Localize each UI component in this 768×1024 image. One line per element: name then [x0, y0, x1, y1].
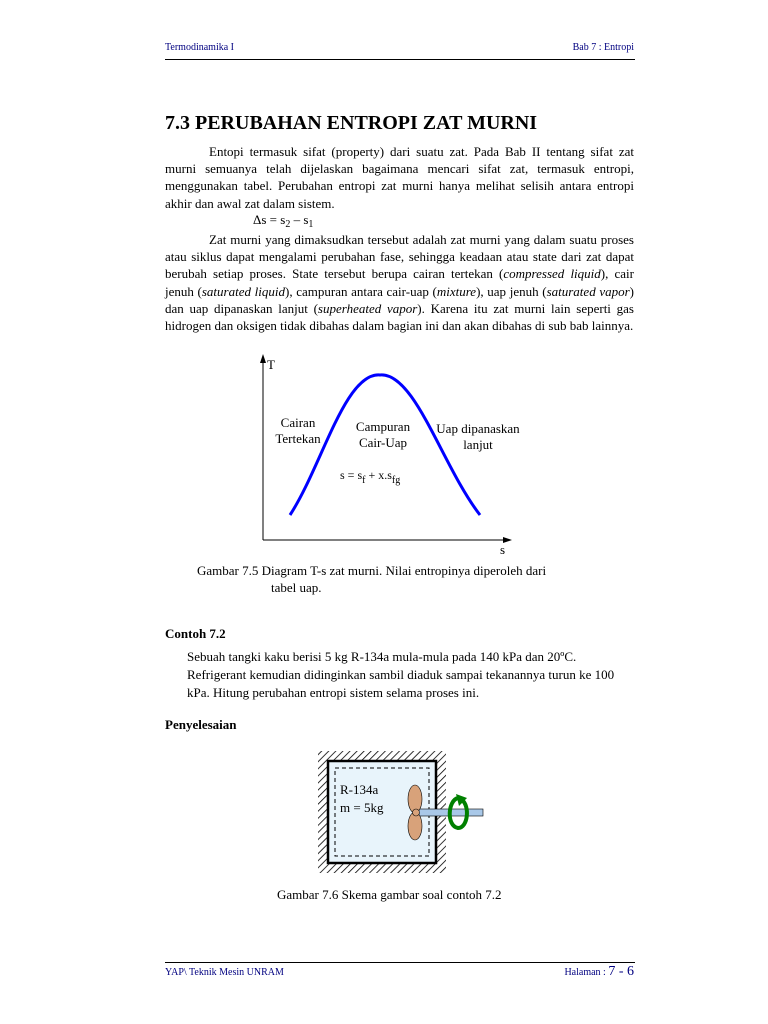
formula-part: + x.s — [365, 468, 392, 482]
equation-mid: – s — [290, 212, 309, 227]
paragraph-pure-substance — [165, 231, 634, 334]
region-compressed-liquid-line2: Tertekan — [275, 431, 321, 446]
entropy-change-equation — [253, 212, 313, 230]
region-mixture-line1: Campuran — [355, 419, 411, 434]
t-axis-label: T — [267, 357, 275, 372]
region-superheated-line2: lanjut — [463, 437, 493, 452]
paddle-blade-upper — [408, 785, 422, 813]
equation-sub-2: 2 — [285, 219, 291, 230]
paragraph-pure-substance-text — [165, 231, 634, 334]
text-run: ), campuran antara cair-uap ( — [284, 283, 437, 299]
header-rule — [165, 59, 635, 60]
section-title: 7.3 PERUBAHAN ENTROPI ZAT MURNI — [165, 112, 538, 134]
region-mixture-line2: Cair-Uap — [358, 435, 408, 450]
italic-term: saturated liquid — [201, 283, 285, 299]
region-compressed-liquid-line1: Cairan — [280, 415, 316, 430]
example-problem-text: Sebuah tangki kaku berisi 5 kg R-134a mula-mula pada 140 kPa dan 20ºC. Refrigerant kemudian didinginkan sambil diaduk sampai tekanannya turun ke 100 kPa. Hitung perubahan entropi sistem selama proses ini. — [187, 649, 615, 700]
header-right: Bab 7 : Entropi — [572, 42, 634, 53]
italic-term: mixture — [436, 283, 477, 299]
figure-7-5-caption-line1: Gambar 7.5 Diagram T-s zat murni. Nilai entropinya diperoleh dari — [197, 563, 547, 578]
region-superheated-line1: Uap dipanaskan — [436, 421, 520, 436]
italic-term: saturated vapor — [546, 283, 630, 299]
formula-part: s = s — [340, 468, 363, 482]
text-run: ). Karena itu zat murni lain seperti gas hidrogen dan oksigen tidak dibahas dalam bagian ini dan akan dibahas di sub bab lainnya. — [165, 300, 634, 334]
solution-heading: Penyelesaian — [165, 717, 237, 732]
paragraph-intro — [165, 143, 634, 212]
text-run: ) dan uap dipanaskan lanjut ( — [165, 283, 635, 316]
formula-sub-fg: fg — [391, 475, 401, 486]
example-heading: Contoh 7.2 — [165, 626, 226, 641]
entropy-mixture-formula — [340, 468, 400, 486]
rigid-tank-schematic — [310, 748, 510, 878]
header-left: Termodinamika I — [165, 42, 234, 53]
text-run: ), uap jenuh ( — [476, 283, 547, 299]
footer-page-block — [520, 962, 634, 980]
paragraph-intro-text: Entopi termasuk sifat (property) dari suatu zat. Pada Bab II tentang sifat zat murni semuanya telah dijelaskan bagaimana mencari sifat zat, termasuk entropi, menggunakan tabel. Perubahan entropi zat murni hanya melihat selisih antara entropi akhir dan awal zat dalam sistem. — [165, 144, 634, 211]
italic-term: compressed liquid — [503, 266, 601, 282]
figure-7-6-caption: Gambar 7.6 Skema gambar soal contoh 7.2 — [277, 887, 502, 902]
refrigerant-label: R-134a — [340, 782, 379, 797]
footer-page-label: Halaman : — [564, 967, 609, 978]
figure-7-5-caption-line2: tabel uap. — [271, 580, 322, 595]
s-axis-label: s — [500, 542, 506, 557]
footer-left: YAP\ Teknik Mesin UNRAM — [165, 967, 284, 978]
equation-sub-1: 1 — [308, 219, 314, 230]
italic-term: superheated vapor — [317, 300, 418, 316]
equation-lhs: Δs = s — [253, 212, 286, 227]
paddle-hub — [413, 809, 420, 816]
formula-sub-f: f — [362, 475, 366, 486]
mass-label: m = 5kg — [340, 800, 384, 815]
text-run: ), cair jenuh ( — [165, 266, 634, 299]
text-run: Zat murni yang dimaksudkan tersebut adalah zat murni yang dalam suatu proses atau siklus dapat mengalami perubahan fase, sehingga keadaan atau state dari zat dapat berubah setiap proses. State tersebut berupa cairan tertekan ( — [165, 232, 634, 282]
page-number: 7 - 6 — [608, 964, 634, 979]
paddle-blade-lower — [408, 812, 422, 840]
ts-diagram — [250, 352, 530, 562]
t-axis-arrow — [260, 354, 266, 363]
